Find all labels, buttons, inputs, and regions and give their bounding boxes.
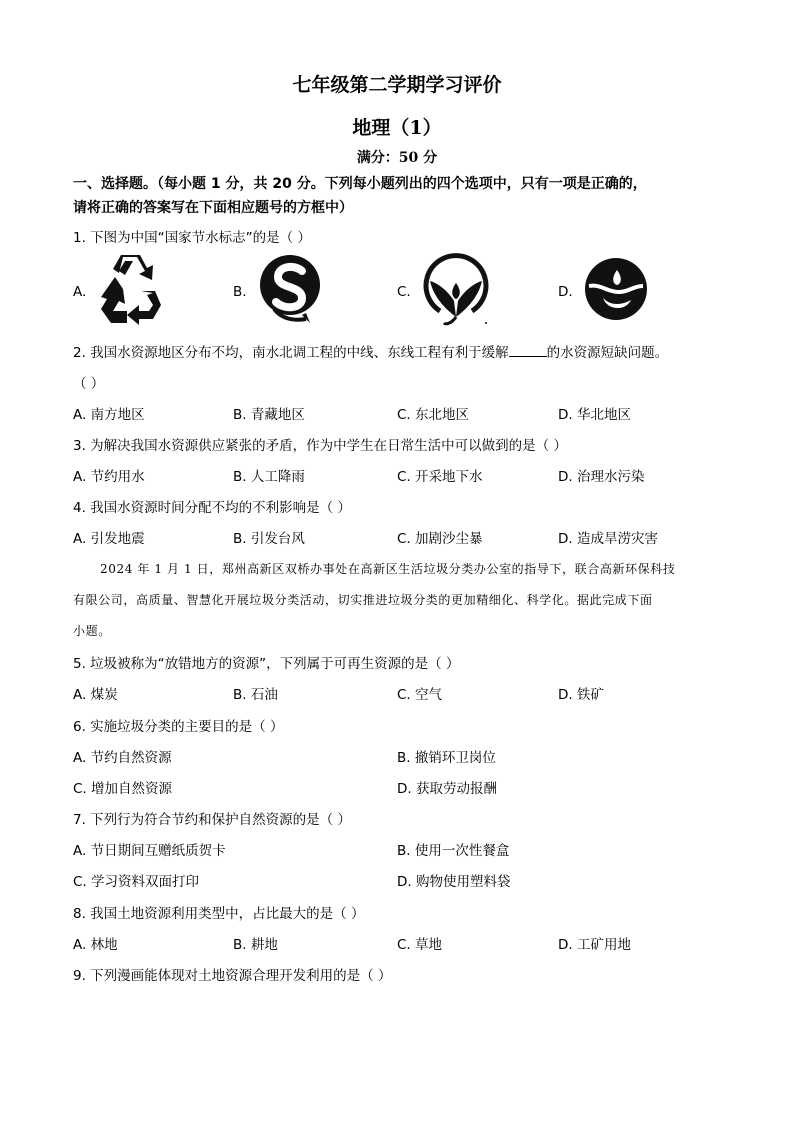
q8-option-b: B. 耕地: [233, 937, 278, 953]
water-drop-circle-icon: [583, 256, 649, 322]
question-5-stem: 5. 垃圾被称为“放错地方的资源”，下列属于可再生资源的是（ ）: [73, 656, 460, 672]
q8-option-c: C. 草地: [397, 937, 443, 953]
q7-option-b: B. 使用一次性餐盒: [397, 843, 510, 859]
q8-option-a: A. 林地: [73, 937, 118, 953]
q2-option-b: B. 青藏地区: [233, 407, 305, 423]
q6-option-d: D. 获取劳动报酬: [397, 781, 497, 797]
q7-option-d: D. 购物使用塑料袋: [397, 874, 511, 890]
q3-option-d: D. 治理水污染: [558, 469, 645, 485]
q1-option-a: A.: [73, 284, 87, 300]
q5-option-a: A. 煤炭: [73, 687, 118, 703]
q7-option-a: A. 节日期间互赠纸质贺卡: [73, 843, 226, 859]
q3-option-a: A. 节约用水: [73, 469, 145, 485]
q4-option-a: A. 引发地震: [73, 531, 145, 547]
q1-option-b: B.: [233, 284, 247, 300]
question-3-stem: 3. 为解决我国水资源供应紧张的矛盾，作为中学生在日常生活中可以做到的是（ ）: [73, 438, 567, 454]
question-7-stem: 7. 下列行为符合节约和保护自然资源的是（ ）: [73, 812, 351, 828]
q6-option-a: A. 节约自然资源: [73, 750, 172, 766]
q6-option-c: C. 增加自然资源: [73, 781, 173, 797]
q3-option-b: B. 人工降雨: [233, 469, 305, 485]
page-title: 七年级第二学期学习评价: [292, 74, 502, 96]
question-6-stem: 6. 实施垃圾分类的主要目的是（ ）: [73, 719, 284, 735]
recycle-icon: [95, 253, 165, 325]
q2-stem-text-end: 的水资源短缺问题。: [546, 345, 669, 361]
question-1-stem: 1. 下图为中国“国家节水标志”的是（ ）: [73, 230, 311, 246]
water-saving-hand-icon: [420, 253, 492, 327]
q2-answer-blank: [509, 345, 547, 357]
q6-option-b: B. 撤销环卫岗位: [397, 750, 496, 766]
page-subtitle: 地理（1）: [352, 117, 442, 139]
q3-option-c: C. 开采地下水: [397, 469, 483, 485]
q1-option-d: D.: [558, 284, 573, 300]
q2-option-c: C. 东北地区: [397, 407, 470, 423]
passage-line-1: 2024 年 1 月 1 日，郑州高新区双桥办事处在高新区生活垃圾分类办公室的指导下，联合高新环保科技: [100, 562, 676, 576]
q1-option-c: C.: [397, 284, 411, 300]
q2-paren: （ ）: [73, 376, 105, 392]
q5-option-d: D. 铁矿: [558, 687, 604, 703]
section-heading: 一、选择题。（每小题 1 分，共 20 分。下列每小题列出的四个选项中，只有一项是正确的，: [73, 176, 647, 192]
q5-option-c: C. 空气: [397, 687, 443, 703]
q5-option-b: B. 石油: [233, 687, 278, 703]
q2-option-d: D. 华北地区: [558, 407, 631, 423]
q7-option-c: C. 学习资料双面打印: [73, 874, 200, 890]
total-score: 满分：50 分: [356, 150, 438, 166]
question-8-stem: 8. 我国土地资源利用类型中，占比最大的是（ ）: [73, 906, 365, 922]
question-2-stem: [73, 341, 668, 361]
section-heading-cont: 请将正确的答案写在下面相应题号的方框中）: [73, 200, 353, 216]
q4-option-c: C. 加剧沙尘暴: [397, 531, 483, 547]
passage-line-2: 有限公司，高质量、智慧化开展垃圾分类活动，切实推进垃圾分类的更加精细化、科学化。据此完成下面: [73, 593, 653, 607]
q2-option-a: A. 南方地区: [73, 407, 145, 423]
q4-option-d: D. 造成旱涝灾害: [558, 531, 658, 547]
q2-stem-text: 2. 我国水资源地区分布不均，南水北调工程的中线、东线工程有利于缓解: [73, 345, 509, 361]
s-mark-icon: [258, 253, 322, 325]
question-4-stem: 4. 我国水资源时间分配不均的不利影响是（ ）: [73, 500, 351, 516]
q4-option-b: B. 引发台风: [233, 531, 305, 547]
question-9-stem: 9. 下列漫画能体现对土地资源合理开发利用的是（ ）: [73, 968, 392, 984]
passage-line-3: 小题。: [73, 624, 111, 638]
q8-option-d: D. 工矿用地: [558, 937, 631, 953]
